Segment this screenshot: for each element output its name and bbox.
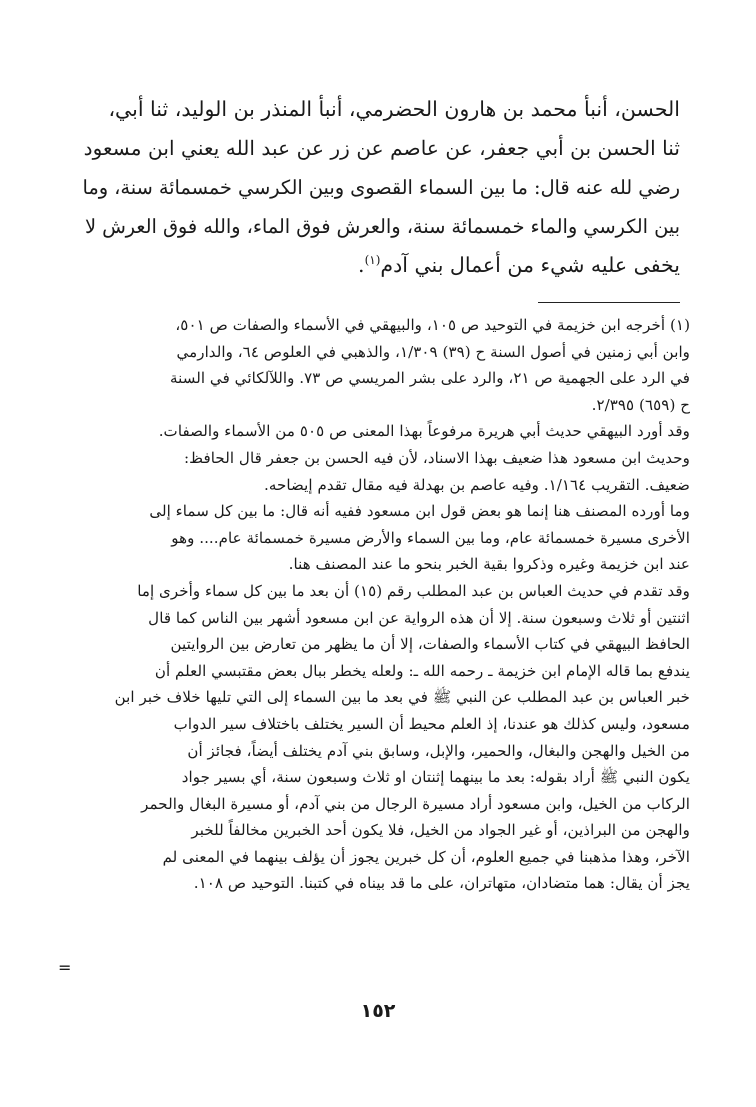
- footnote-line: يكون النبي ﷺ أراد بقوله: بعد ما بينهما إثنتان او ثلاث وسبعون سنة، أي بسير جواد: [181, 768, 690, 787]
- main-text-line: الحسن، أنبأ محمد بن هارون الحضرمي، أنبأ المنذر بن الوليد، ثنا أبي،: [108, 97, 680, 121]
- footnote-reference[interactable]: (١): [364, 253, 381, 268]
- footnote-line: (١) أخرجه ابن خزيمة في التوحيد ص ١٠٥، والبيهقي في الأسماء والصفات ص ٥٠١،: [175, 316, 690, 334]
- main-text-line: يخفى عليه شيء من أعمال بني آدم: [380, 253, 680, 277]
- footnote-line: ضعيف. التقريب ١/١٦٤. وفيه عاصم بن بهدلة فيه مقال تقدم إيضاحه.: [264, 475, 690, 494]
- main-text-last-line: [82, 246, 680, 285]
- footnote-line: يجز أن يقال: هما متضادان، متهاتران، على ما قد بيناه في كتبنا. التوحيد ص ١٠٨.: [193, 874, 690, 893]
- main-text-block: [82, 90, 680, 285]
- footnote-line: الآخر، وهذا مذهبنا في جميع العلوم، أن كل خبرين يجوز أن يؤلف بينهما في المعنى لم: [162, 847, 690, 866]
- footnote-line: مسعود، وليس كذلك هو عندنا، إذ العلم محيط أن السير يختلف باختلاف سير الدواب: [173, 714, 690, 733]
- footnote-line: وقد تقدم في حديث العباس بن عبد المطلب رقم (١٥) أن بعد ما بين كل سماء وأخرى إما: [137, 581, 690, 600]
- footnote-line: من الخيل والهجن والبغال، والحمير، والإبل، وسابق بني آدم يختلف أيضاً، فجائز أن: [187, 741, 690, 760]
- main-text-line: بين الكرسي والماء خمسمائة سنة، والعرش فوق الماء، والله فوق العرش لا: [85, 215, 680, 238]
- footnote-divider: [538, 302, 680, 303]
- footnote-line: خبر العباس بن عبد المطلب عن النبي ﷺ في بعد ما بين السماء إلى التي تليها خلاف خبر ابن: [114, 688, 690, 707]
- footnote-line: الحافظ البيهقي في كتاب الأسماء والصفات، إلا أن ما يظهر من تعارض بين الروايتين: [170, 635, 690, 654]
- footnote-line: وحديث ابن مسعود هذا ضعيف بهذا الاسناد، لأن فيه الحسن بن جعفر قال الحافظ:: [184, 448, 690, 467]
- footnote-line: في الرد على الجهمية ص ٢١، والرد على بشر المريسي ص ٧٣. واللآلكائي في السنة: [169, 369, 690, 388]
- main-text-end: .: [358, 253, 365, 277]
- main-text-line: ثنا الحسن بن أبي جعفر، عن عاصم عن زر عن عبد الله يعني ابن مسعود: [83, 136, 680, 160]
- footnote-line: وابن أبي زمنين في أصول السنة ح (٣٩) ١/٣٠٩، والذهبي في العلوص ٦٤، والدارمي: [176, 342, 690, 361]
- main-text-line: رضي لله عنه قال: ما بين السماء القصوى وبين الكرسي خمسمائة سنة، وما: [82, 176, 680, 199]
- footnote-line: وما أورده المصنف هنا إنما هو بعض قول ابن مسعود ففيه أنه قال: ما بين كل سماء إلى: [149, 502, 690, 521]
- footnote-line: الركاب من الخيل، وابن مسعود أراد مسيرة الرجال من بني آدم، أو مسيرة البغال والحمر: [141, 794, 690, 813]
- footnote-line: والهجن من البراذين، أو غير الجواد من الخيل، فلا يكون أحد الخبرين مخالفاً للخبر: [191, 821, 690, 840]
- footnote-line: يندفع بما قاله الإمام ابن خزيمة ـ رحمه الله ـ: ولعله يخطر ببال بعض مقتبسي العلم أن: [154, 661, 690, 680]
- footnote-line: عند ابن خزيمة وغيره وذكروا بقية الخبر بنحو ما عند المصنف هنا.: [288, 555, 690, 574]
- footnote-line: الأخرى مسيرة خمسمائة عام، وما بين السماء والأرض مسيرة خمسمائة عام.... وهو: [171, 528, 690, 547]
- page-number: ١٥٢: [360, 1000, 396, 1022]
- footnote-line: وقد أورد البيهقي حديث أبي هريرة مرفوعاً بهذا المعنى ص ٥٠٥ من الأسماء والصفات.: [158, 422, 690, 441]
- footnote-line: اثنتين أو ثلاث وسبعون سنة. إلا أن هذه الرواية عن ابن مسعود أشهر بين الناس كما قال: [148, 608, 690, 627]
- footnotes-block: [64, 312, 690, 897]
- continuation-mark: =: [58, 958, 72, 977]
- footnote-line: ح (٦٥٩) ٢/٣٩٥.: [591, 395, 690, 414]
